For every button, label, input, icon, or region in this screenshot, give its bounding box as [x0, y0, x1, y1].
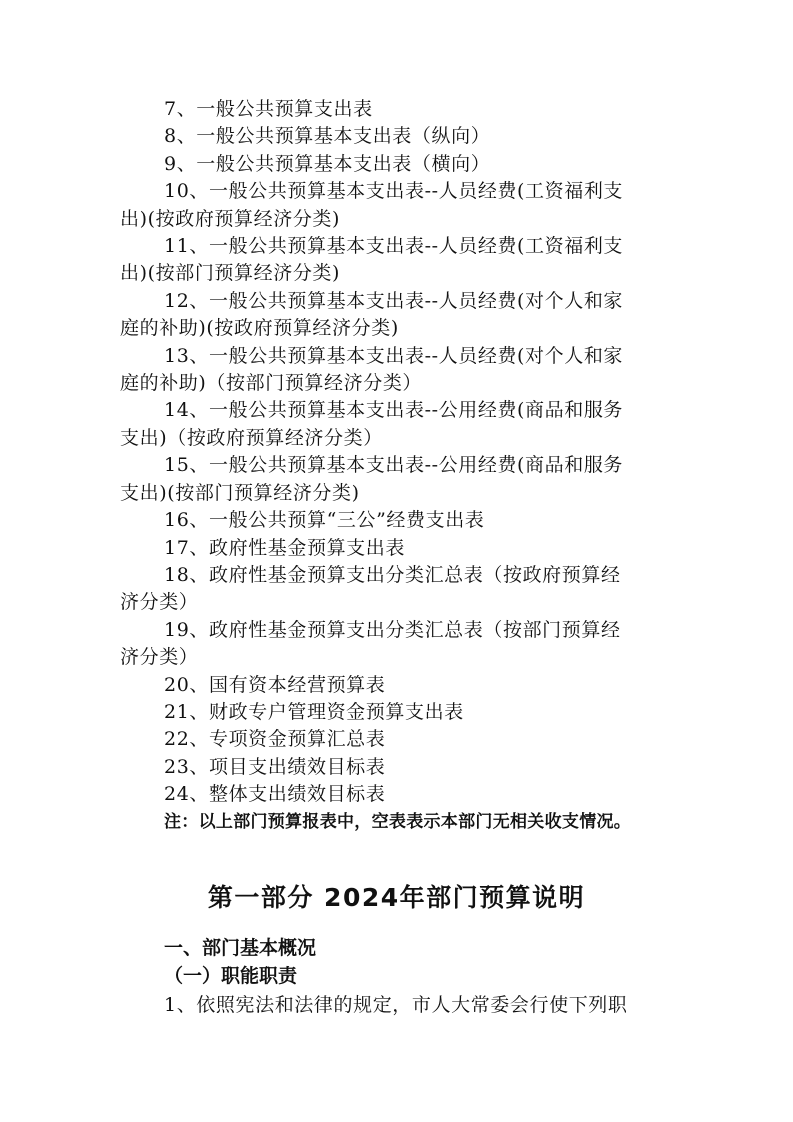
toc-item-13: 13、一般公共预算基本支出表--人员经费(对个人和家: [164, 344, 624, 367]
toc-item-21: 21、财政专户管理资金预算支出表: [164, 700, 464, 723]
subsection-heading: （一）职能职责: [164, 965, 298, 987]
toc-item-20: 20、国有资本经营预算表: [164, 673, 386, 696]
toc-item-15-continued: 支出)(按部门预算经济分类): [120, 481, 360, 504]
toc-item-11: 11、一般公共预算基本支出表--人员经费(工资福利支: [164, 235, 624, 258]
toc-item-14: 14、一般公共预算基本支出表--公用经费(商品和服务: [164, 399, 624, 422]
toc-item-9: 9、一般公共预算基本支出表（横向）: [164, 152, 491, 175]
toc-item-19: 19、政府性基金预算支出分类汇总表（按部门预算经: [164, 618, 621, 641]
toc-item-10: 10、一般公共预算基本支出表--人员经费(工资福利支: [164, 180, 624, 203]
toc-item-12: 12、一般公共预算基本支出表--人员经费(对个人和家: [164, 289, 624, 312]
toc-item-17: 17、政府性基金预算支出表: [164, 536, 405, 559]
body-paragraph: 1、依照宪法和法律的规定，市人大常委会行使下列职: [164, 994, 628, 1016]
toc-item-19-continued: 济分类）: [120, 646, 199, 669]
toc-item-23: 23、项目支出绩效目标表: [164, 755, 386, 778]
toc-item-7: 7、一般公共预算支出表: [164, 98, 373, 120]
toc-item-8: 8、一般公共预算基本支出表（纵向）: [164, 125, 491, 148]
toc-item-13-continued: 庭的补助)（按部门预算经济分类）: [120, 372, 423, 395]
toc-item-18: 18、政府性基金预算支出分类汇总表（按政府预算经: [164, 563, 621, 586]
toc-item-22: 22、专项资金预算汇总表: [164, 728, 386, 751]
toc-item-18-continued: 济分类）: [120, 591, 199, 614]
section-heading: 一、部门基本概况: [164, 937, 317, 959]
table-of-contents: [120, 96, 680, 836]
toc-item-10-continued: 出)(按政府预算经济分类): [120, 207, 341, 230]
toc-item-24: 24、整体支出绩效目标表: [164, 783, 386, 806]
report-note: 注：以上部门预算报表中，空表表示本部门无相关收支情况。: [164, 811, 632, 832]
part-title: 第一部分 2024年部门预算说明: [207, 883, 586, 912]
toc-item-15: 15、一般公共预算基本支出表--公用经费(商品和服务: [164, 454, 624, 477]
toc-item-11-continued: 出)(按部门预算经济分类): [120, 262, 341, 285]
toc-item-14-continued: 支出)（按政府预算经济分类）: [120, 426, 383, 449]
toc-item-16: 16、一般公共预算“三公”经费支出表: [164, 509, 485, 532]
toc-item-12-continued: 庭的补助)(按政府预算经济分类): [120, 317, 399, 340]
